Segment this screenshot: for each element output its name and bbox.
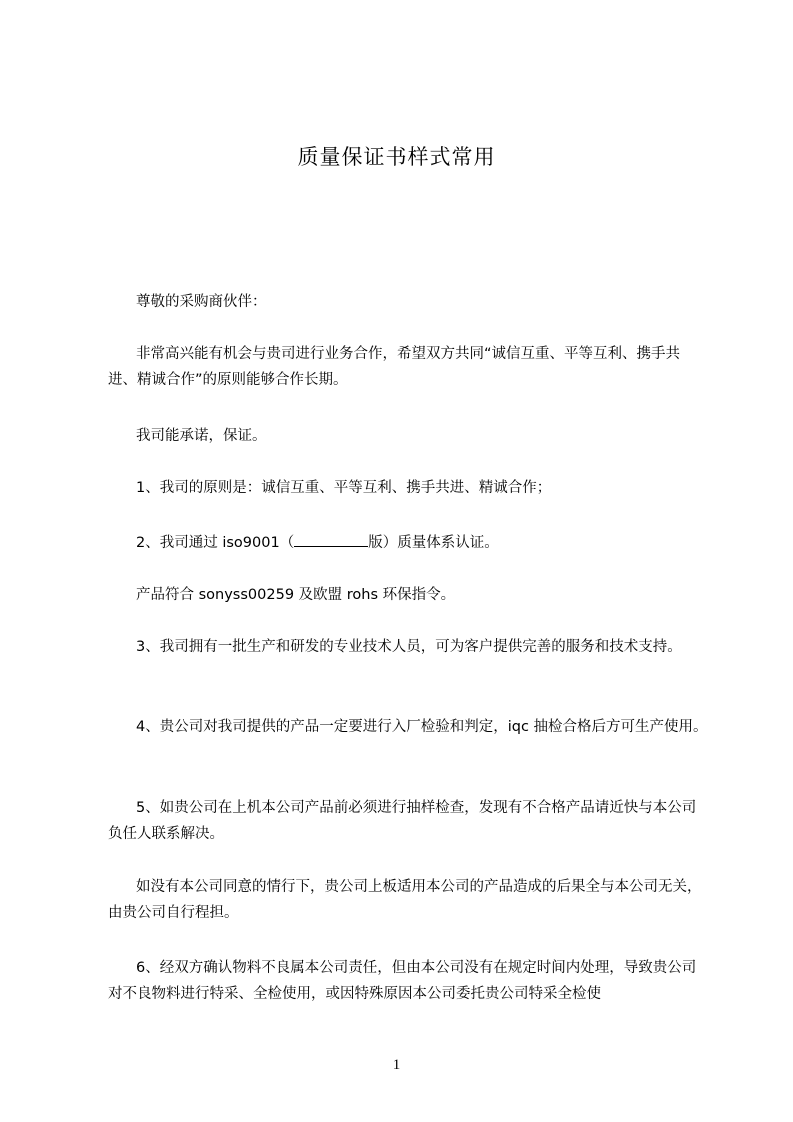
paragraph-intro: 非常高兴能有机会与贵司进行业务合作，希望双方共同“诚信互重、平等互利、携手共进、精诚合作”的原则能够合作长期。	[108, 346, 681, 388]
paragraph-item-5: 5、如贵公司在上机本公司产品前必须进行抽样检查，发现有不合格产品请近快与本公司负任人联系解决。	[108, 800, 697, 842]
item-2-suffix: 版）质量体系认证。	[368, 535, 499, 551]
version-blank-line	[294, 534, 368, 547]
paragraph-item-6: 6、经双方确认物料不良属本公司责任，但由本公司没有在规定时间内处理，导致贵公司对不良物料进行特采、全检使用，或因特殊原因本公司委托贵公司特采全检使	[108, 960, 697, 1002]
document-title: 质量保证书样式常用	[297, 145, 496, 169]
paragraph-item-1: 1、我司的原则是：诚信互重、平等互利、携手共进、精诚合作；	[136, 480, 552, 496]
paragraph-item-3: 3、我司拥有一批生产和研发的专业技术人员，可为客户提供完善的服务和技术支持。	[136, 639, 682, 655]
paragraph-disclaimer: 如没有本公司同意的情行下，贵公司上板适用本公司的产品造成的后果全与本公司无关，由贵公司自行程担。	[108, 879, 702, 921]
page-number: 1	[392, 1057, 401, 1073]
item-2-prefix: 2、我司通过 iso9001（	[136, 535, 295, 551]
paragraph-product: 产品符合 sonyss00259 及欧盟 rohs 环保指令。	[136, 587, 456, 603]
paragraph-item-2	[108, 530, 708, 556]
salutation: 尊敬的采购商伙伴：	[136, 294, 267, 310]
paragraph-promise: 我司能承诺，保证。	[136, 428, 267, 444]
paragraph-item-4: 4、贵公司对我司提供的产品一定要进行入厂检验和判定，iqc 抽检合格后方可生产使用。	[136, 719, 708, 735]
